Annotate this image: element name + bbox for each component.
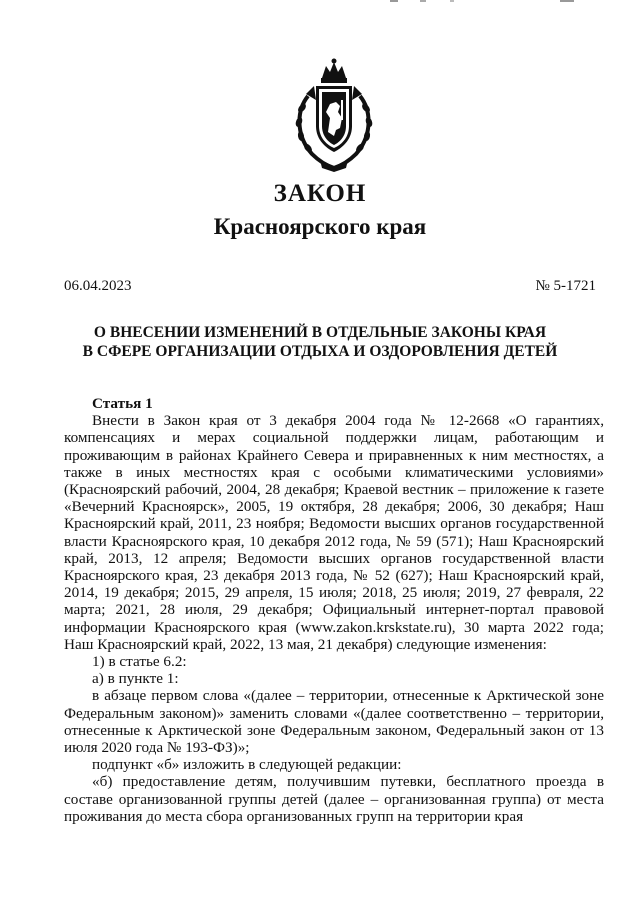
scan-artifact-marks <box>390 0 590 6</box>
law-heading <box>0 323 640 361</box>
document-date: 06.04.2023 <box>64 278 132 294</box>
body-paragraph: в абзаце первом слова «(далее – территории, отнесенные к Арктической зоне Федеральным законом)» заменить словами «(далее соответственно – территории, отнесенные к Арктической зоне Федеральным законом, Федеральный закон от 13 июля 2020 года № 193-ФЗ)»; <box>64 687 604 757</box>
document-title: ЗАКОН <box>273 180 367 207</box>
article-title: Статья 1 <box>92 395 153 412</box>
document-subtitle: Красноярского края <box>213 214 427 239</box>
body-paragraph: а) в пункте 1: <box>92 670 179 688</box>
coat-of-arms-emblem <box>286 56 382 176</box>
document-body <box>64 395 604 825</box>
body-paragraph: Внести в Закон края от 3 декабря 2004 года № 12-2668 «О гарантиях, компенсациях и мерах социальной поддержки лицам, работающим и проживающим в районах Крайнего Севера и приравненных к ним местностях, а также в иных местностях края с особыми климатическими условиями» (Красноярский рабочий, 2004, 28 декабря; Краевой вестник – приложение к газете «Вечерний Красноярск», 2005, 19 октября, 28 декабря; 2006, 30 декабря; Наш Красноярский край, 2011, 23 ноября; Ведомости высших органов государственной власти Красноярского края, 10 декабря 2012 года, № 59 (571); Наш Красноярский край, 2013, 12 апреля; Ведомости высших органов государственной власти Красноярского края, 23 декабря 2013 года, № 52 (627); Наш Красноярский край, 2014, 19 декабря; 2015, 29 апреля, 15 июля; 2018, 25 июля; 2019, 27 февраля, 22 марта; 2021, 28 июля, 29 декабря; Официальный интернет-портал правовой информации Красноярского края (www.zakon.krskstate.ru), 30 марта 2022 года; Наш Красноярский край, 2022, 13 мая, 21 декабря) следующие изменения: <box>64 412 604 653</box>
document-number: № 5-1721 <box>535 278 596 294</box>
body-paragraph: «б) предоставление детям, получившим путевки, бесплатного проезда в составе организованной группы детей (далее – организованная группа) от места проживания до места сбора организованных групп на территории края <box>64 773 604 825</box>
law-heading-line-2: В СФЕРЕ ОРГАНИЗАЦИИ ОТДЫХА И ОЗДОРОВЛЕНИЯ ДЕТЕЙ <box>82 343 558 360</box>
body-paragraph: 1) в статье 6.2: <box>92 653 187 671</box>
law-heading-line-1: О ВНЕСЕНИИ ИЗМЕНЕНИЙ В ОТДЕЛЬНЫЕ ЗАКОНЫ КРАЯ <box>93 324 547 341</box>
body-paragraph: подпункт «б» изложить в следующей редакции: <box>92 756 402 774</box>
